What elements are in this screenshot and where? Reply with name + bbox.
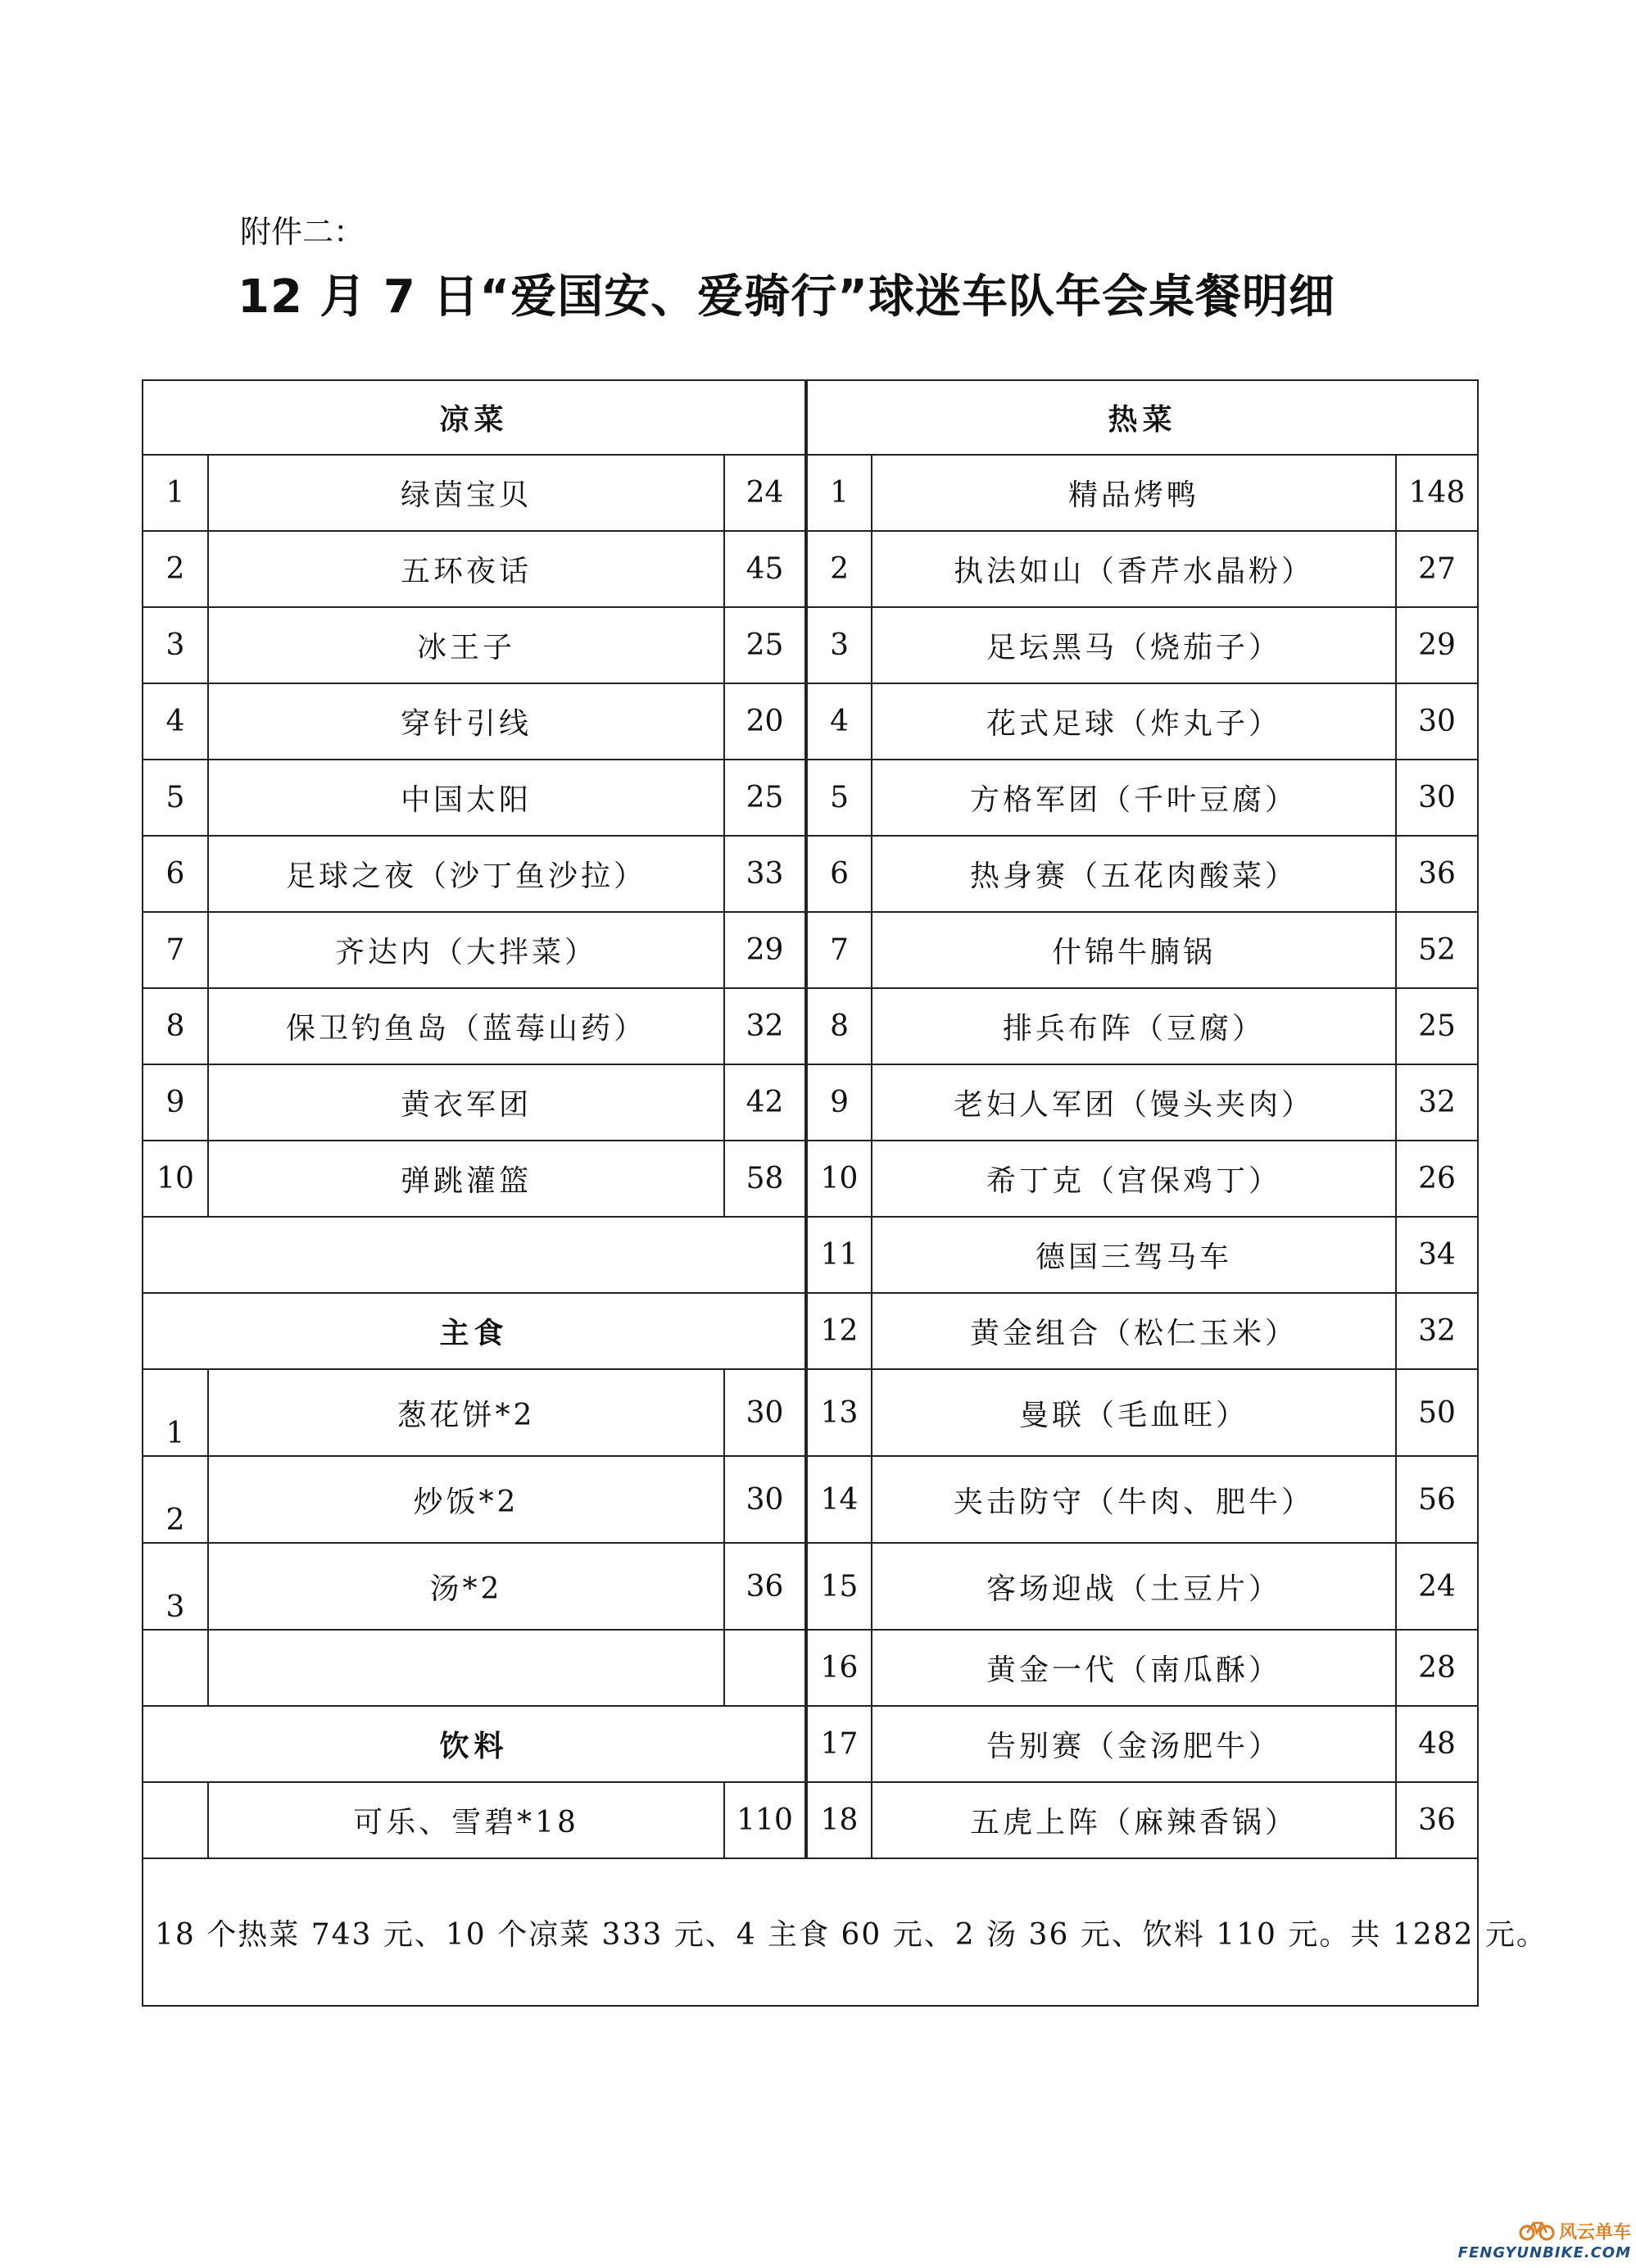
cold-dish-number: 8 (143, 988, 208, 1064)
table-row (143, 760, 1478, 836)
summary-row (143, 1858, 1478, 2006)
hot-dish-price: 27 (1396, 531, 1478, 607)
hot-dish-name: 曼联（毛血旺） (872, 1369, 1396, 1456)
cold-dish-price: 32 (724, 988, 806, 1064)
table-row (143, 1630, 1478, 1706)
watermark (1458, 2218, 1631, 2261)
cold-dish-number: 10 (143, 1141, 208, 1217)
table-row (143, 1706, 1478, 1782)
section-heading-row (143, 380, 1478, 455)
watermark-brand: 风云单车 (1558, 2222, 1631, 2243)
cold-dish-name: 足球之夜（沙丁鱼沙拉） (208, 836, 724, 912)
cold-dish-number: 3 (143, 607, 208, 683)
hot-dish-number: 1 (806, 455, 872, 531)
drink-name: 可乐、雪碧*18 (208, 1782, 724, 1858)
hot-dish-price: 30 (1396, 683, 1478, 760)
hot-dish-price: 56 (1396, 1456, 1478, 1543)
hot-dish-number: 4 (806, 683, 872, 760)
table-row (143, 531, 1478, 607)
cold-dish-name: 冰王子 (208, 607, 724, 683)
cold-dish-number: 6 (143, 836, 208, 912)
drink-price: 110 (724, 1782, 806, 1858)
hot-dish-price: 148 (1396, 455, 1478, 531)
hot-dish-price: 34 (1396, 1217, 1478, 1293)
cold-dish-number: 2 (143, 531, 208, 607)
hot-dish-name: 花式足球（炸丸子） (872, 683, 1396, 760)
cold-dish-price: 58 (724, 1141, 806, 1217)
table-row (143, 607, 1478, 683)
hot-dish-name: 精品烤鸭 (872, 455, 1396, 531)
hot-dish-number: 13 (806, 1369, 872, 1456)
hot-dish-number: 6 (806, 836, 872, 912)
empty-cell (143, 1630, 208, 1706)
staple-price: 36 (724, 1543, 806, 1630)
hot-dish-number: 16 (806, 1630, 872, 1706)
cold-dish-price: 20 (724, 683, 806, 760)
menu-table (142, 379, 1548, 2007)
watermark-url: FENGYUNBIKE.COM (1457, 2244, 1631, 2261)
table-row (143, 1293, 1478, 1369)
cold-dish-number: 1 (143, 455, 208, 531)
cold-dish-number: 4 (143, 683, 208, 760)
hot-dish-price: 24 (1396, 1543, 1478, 1630)
table-row (143, 1064, 1478, 1141)
staples-heading: 主食 (143, 1293, 806, 1369)
cold-dish-price: 42 (724, 1064, 806, 1141)
cold-dish-number: 7 (143, 912, 208, 988)
table-row (143, 1456, 1478, 1543)
table-row (143, 912, 1478, 988)
cold-dish-name: 黄衣军团 (208, 1064, 724, 1141)
hot-dish-number: 5 (806, 760, 872, 836)
hot-dishes-heading: 热菜 (806, 380, 1478, 455)
bicycle-logo-icon (1519, 2218, 1555, 2244)
table-row (143, 1217, 1478, 1293)
hot-dish-number: 7 (806, 912, 872, 988)
cold-dish-number: 5 (143, 760, 208, 836)
hot-dish-price: 29 (1396, 607, 1478, 683)
staple-price: 30 (724, 1369, 806, 1456)
cold-dish-name: 中国太阳 (208, 760, 724, 836)
cold-dish-price: 33 (724, 836, 806, 912)
hot-dish-price: 50 (1396, 1369, 1478, 1456)
hot-dish-name: 希丁克（宫保鸡丁） (872, 1141, 1396, 1217)
hot-dish-price: 28 (1396, 1630, 1478, 1706)
hot-dish-number: 17 (806, 1706, 872, 1782)
empty-cell (143, 1217, 806, 1293)
hot-dish-name: 老妇人军团（馒头夹肉） (872, 1064, 1396, 1141)
table-row (143, 1369, 1478, 1456)
hot-dish-name: 客场迎战（土豆片） (872, 1543, 1396, 1630)
table-row (143, 1543, 1478, 1630)
hot-dish-price: 26 (1396, 1141, 1478, 1217)
cold-dish-price: 25 (724, 760, 806, 836)
hot-dish-price: 48 (1396, 1706, 1478, 1782)
hot-dish-price: 36 (1396, 1782, 1478, 1858)
hot-dish-name: 执法如山（香芹水晶粉） (872, 531, 1396, 607)
drink-number (143, 1782, 208, 1858)
hot-dish-number: 18 (806, 1782, 872, 1858)
empty-cell (724, 1630, 806, 1706)
cold-dish-price: 45 (724, 531, 806, 607)
hot-dish-price: 32 (1396, 1064, 1478, 1141)
hot-dish-number: 8 (806, 988, 872, 1064)
cold-dish-name: 绿茵宝贝 (208, 455, 724, 531)
table-row (143, 683, 1478, 760)
table-row (143, 455, 1478, 531)
cold-dish-name: 齐达内（大拌菜） (208, 912, 724, 988)
cold-dish-name: 保卫钓鱼岛（蓝莓山药） (208, 988, 724, 1064)
staple-name: 汤*2 (208, 1543, 724, 1630)
hot-dish-price: 30 (1396, 760, 1478, 836)
hot-dish-name: 什锦牛腩锅 (872, 912, 1396, 988)
hot-dish-name: 黄金组合（松仁玉米） (872, 1293, 1396, 1369)
document-title: 12 月 7 日“爱国安、爱骑行”球迷车队年会桌餐明细 (238, 270, 1335, 324)
staple-number: 1 (143, 1369, 208, 1456)
hot-dish-number: 12 (806, 1293, 872, 1369)
hot-dish-price: 36 (1396, 836, 1478, 912)
hot-dish-name: 热身赛（五花肉酸菜） (872, 836, 1396, 912)
hot-dish-name: 告别赛（金汤肥牛） (872, 1706, 1396, 1782)
drinks-heading: 饮料 (143, 1706, 806, 1782)
cold-dish-price: 24 (724, 455, 806, 531)
hot-dish-price: 52 (1396, 912, 1478, 988)
staple-number: 3 (143, 1543, 208, 1630)
cold-dish-price: 25 (724, 607, 806, 683)
hot-dish-number: 11 (806, 1217, 872, 1293)
cold-dish-number: 9 (143, 1064, 208, 1141)
staple-number: 2 (143, 1456, 208, 1543)
staple-name: 炒饭*2 (208, 1456, 724, 1543)
cold-dishes-heading: 凉菜 (143, 380, 806, 455)
hot-dish-number: 9 (806, 1064, 872, 1141)
table-row (143, 1141, 1478, 1217)
hot-dish-name: 足坛黑马（烧茄子） (872, 607, 1396, 683)
table-row (143, 836, 1478, 912)
hot-dish-name: 五虎上阵（麻辣香锅） (872, 1782, 1396, 1858)
cold-dish-name: 穿针引线 (208, 683, 724, 760)
cold-dish-name: 五环夜话 (208, 531, 724, 607)
hot-dish-price: 25 (1396, 988, 1478, 1064)
hot-dish-name: 德国三驾马车 (872, 1217, 1396, 1293)
hot-dish-number: 10 (806, 1141, 872, 1217)
hot-dish-name: 夹击防守（牛肉、肥牛） (872, 1456, 1396, 1543)
table-row (143, 1782, 1478, 1858)
cold-dish-name: 弹跳灌篮 (208, 1141, 724, 1217)
table-row (143, 988, 1478, 1064)
staple-name: 葱花饼*2 (208, 1369, 724, 1456)
total-summary: 18 个热菜 743 元、10 个凉菜 333 元、4 主食 60 元、2 汤 36 元、饮料 110 元。共 1282 元。 (143, 1858, 1478, 2006)
hot-dish-name: 黄金一代（南瓜酥） (872, 1630, 1396, 1706)
hot-dish-number: 15 (806, 1543, 872, 1630)
cold-dish-price: 29 (724, 912, 806, 988)
hot-dish-price: 32 (1396, 1293, 1478, 1369)
hot-dish-name: 排兵布阵（豆腐） (872, 988, 1396, 1064)
hot-dish-name: 方格军团（千叶豆腐） (872, 760, 1396, 836)
hot-dish-number: 14 (806, 1456, 872, 1543)
attachment-label: 附件二： (240, 214, 365, 250)
empty-cell (208, 1630, 724, 1706)
staple-price: 30 (724, 1456, 806, 1543)
hot-dish-number: 2 (806, 531, 872, 607)
hot-dish-number: 3 (806, 607, 872, 683)
